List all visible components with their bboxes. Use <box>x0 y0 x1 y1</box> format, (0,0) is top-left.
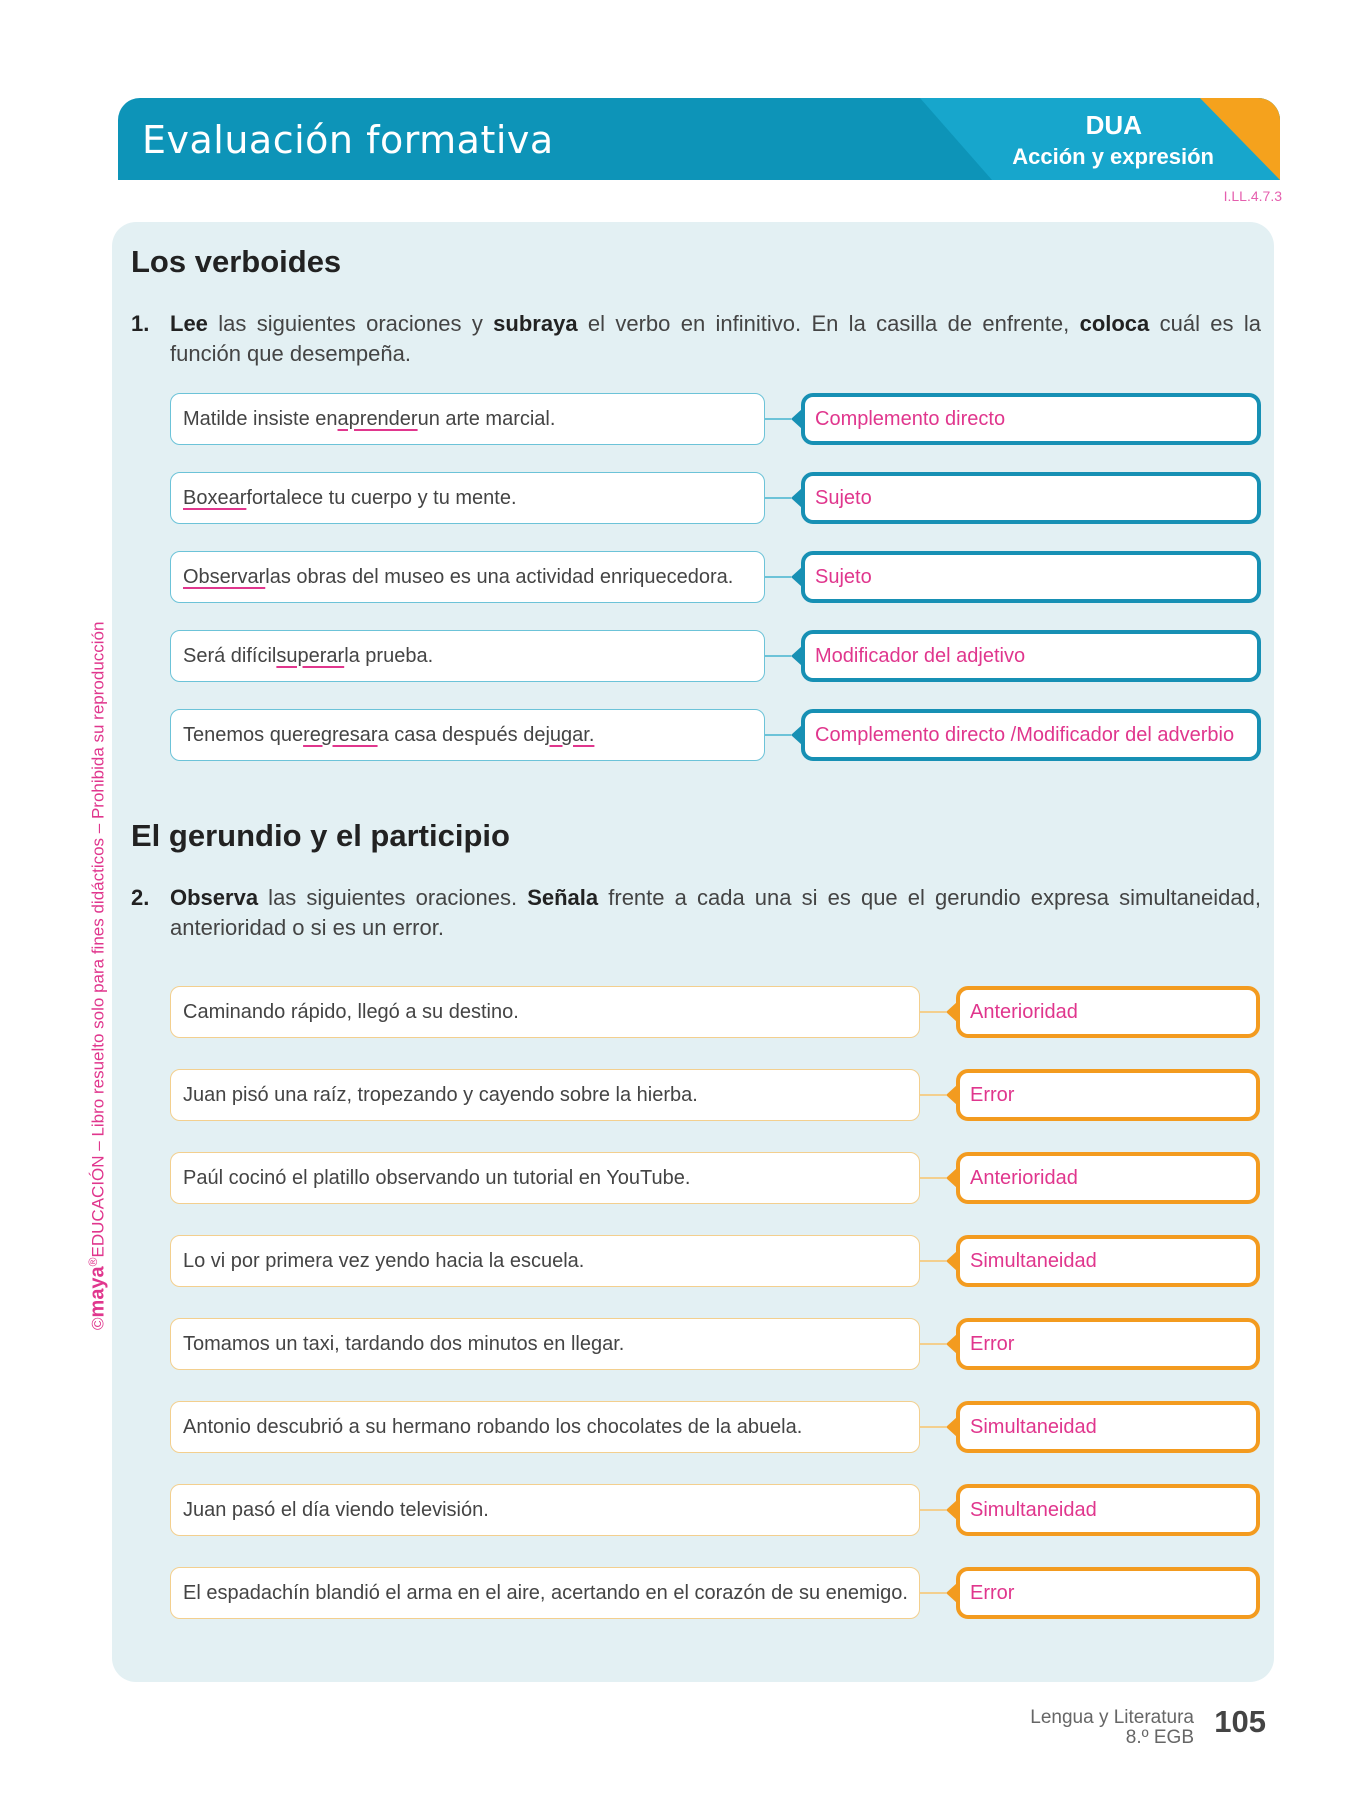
instr-verb-coloca: coloca <box>1079 311 1150 336</box>
connector-line <box>920 1177 946 1179</box>
dua-title: DUA <box>1085 110 1142 140</box>
sentence-text: El espadachín blandió el arma en el aire, acertando en el corazón de su enemigo. <box>183 1581 908 1604</box>
gerund-answer-box[interactable] <box>956 1318 1260 1370</box>
function-answer: Complemento directo /Modificador del adverbio <box>815 723 1235 746</box>
underlined-infinitive: superar <box>276 644 345 667</box>
function-answer: Complemento directo <box>815 407 1006 430</box>
gerund-answer-box[interactable] <box>956 1484 1260 1536</box>
sentence-text: a casa después de <box>377 723 546 746</box>
gerund-answer-box[interactable] <box>956 1401 1260 1453</box>
gerund-answer: Simultaneidad <box>970 1249 1097 1272</box>
underlined-infinitive: Boxear <box>183 486 247 509</box>
section1-title: Los verboides <box>131 244 342 279</box>
underlined-infinitive: Observar <box>183 565 266 588</box>
sentence-text: fortalece tu cuerpo y tu mente. <box>246 486 517 509</box>
connector-line <box>920 1426 946 1428</box>
footer-grade: 8.º EGB <box>1125 1727 1194 1748</box>
sentence-text: la prueba. <box>344 644 434 667</box>
underlined-infinitive: aprender <box>337 407 418 430</box>
page-number: 105 <box>1214 1704 1266 1739</box>
function-answer-box[interactable] <box>801 551 1261 603</box>
gerund-answer-box[interactable] <box>956 986 1260 1038</box>
verboide-sentence <box>170 551 765 603</box>
function-answer: Modificador del adjetivo <box>815 644 1026 667</box>
connector-line <box>920 1094 946 1096</box>
instr-verb-subraya: subraya <box>493 311 578 336</box>
registered-symbol: ® <box>86 1257 100 1267</box>
copyright-symbol: © <box>88 1317 108 1330</box>
function-answer: Sujeto <box>815 565 872 588</box>
underlined-infinitive: regresar <box>303 723 378 746</box>
sentence-text: Será difícil <box>183 644 277 667</box>
sentence-text: las obras del museo es una actividad enriquecedora. <box>265 565 734 588</box>
connector-line <box>765 497 791 499</box>
function-answer-box[interactable] <box>801 630 1261 682</box>
connector-line <box>920 1260 946 1262</box>
sentence-text: Caminando rápido, llegó a su destino. <box>183 1000 519 1023</box>
gerund-answer-box[interactable] <box>956 1235 1260 1287</box>
verboide-sentence <box>170 709 765 761</box>
gerund-sentence <box>170 1318 920 1370</box>
instr-verb-lee: Lee <box>170 311 208 336</box>
gerund-sentence <box>170 1152 920 1204</box>
dua-subtitle: Acción y expresión <box>1012 144 1214 169</box>
function-answer-box[interactable] <box>801 709 1261 761</box>
gerund-answer-box[interactable] <box>956 1069 1260 1121</box>
instr-text: el verbo en infinitivo. En la casilla de enfrente, <box>577 311 1080 336</box>
connector-line <box>765 655 791 657</box>
gerund-answer: Simultaneidad <box>970 1415 1097 1438</box>
indicator-code: I.LL.4.7.3 <box>1223 188 1282 204</box>
connector-line <box>765 576 791 578</box>
gerund-sentence <box>170 1235 920 1287</box>
verboide-sentence <box>170 393 765 445</box>
sentence-text: Juan pisó una raíz, tropezando y cayendo sobre la hierba. <box>183 1083 698 1106</box>
sentence-text: Tenemos que <box>183 723 304 746</box>
gerund-answer-box[interactable] <box>956 1567 1260 1619</box>
function-answer-box[interactable] <box>801 393 1261 445</box>
header-band <box>118 98 1280 180</box>
side-copyright-text <box>86 622 110 1330</box>
section1-number: 1. <box>131 311 150 336</box>
brand-name: maya <box>86 1266 109 1318</box>
gerund-answer: Error <box>970 1332 1015 1355</box>
gerund-answer: Anterioridad <box>970 1000 1078 1023</box>
instr-verb-senala: Señala <box>527 885 599 910</box>
sentence-text: Antonio descubrió a su hermano robando los chocolates de la abuela. <box>183 1415 803 1438</box>
connector-line <box>920 1343 946 1345</box>
footer-subject <box>1030 1708 1194 1748</box>
sentence-text: Lo vi por primera vez yendo hacia la escuela. <box>183 1249 585 1272</box>
gerund-sentence <box>170 1069 920 1121</box>
gerund-answer-box[interactable] <box>956 1152 1260 1204</box>
instr-text: las siguientes oraciones y <box>207 311 494 336</box>
section1-instruction <box>131 309 1261 369</box>
gerund-answer: Anterioridad <box>970 1166 1078 1189</box>
connector-line <box>920 1592 946 1594</box>
gerund-sentence <box>170 1401 920 1453</box>
gerund-sentence <box>170 986 920 1038</box>
instr-verb-observa: Observa <box>170 885 259 910</box>
underlined-infinitive: jugar. <box>545 723 595 746</box>
section2-instruction <box>131 883 1261 943</box>
connector-line <box>920 1509 946 1511</box>
instr-text: frente a cada una si es que el gerundio expresa simultaneidad, anterioridad o si es un error. <box>170 885 1261 940</box>
sentence-text: un arte marcial. <box>417 407 556 430</box>
sentence-text: Paúl cocinó el platillo observando un tutorial en YouTube. <box>183 1166 691 1189</box>
verboide-sentence <box>170 630 765 682</box>
section2-title: El gerundio y el participio <box>131 818 510 853</box>
function-answer-box[interactable] <box>801 472 1261 524</box>
sentence-text: Tomamos un taxi, tardando dos minutos en llegar. <box>183 1332 625 1355</box>
gerund-sentence <box>170 1484 920 1536</box>
gerund-answer: Error <box>970 1083 1015 1106</box>
gerund-answer: Error <box>970 1581 1015 1604</box>
section2-number: 2. <box>131 885 150 910</box>
gerund-answer: Simultaneidad <box>970 1498 1097 1521</box>
connector-line <box>920 1011 946 1013</box>
gerund-sentence <box>170 1567 920 1619</box>
verboide-sentence <box>170 472 765 524</box>
connector-line <box>765 418 791 420</box>
page-title: Evaluación formativa <box>142 118 554 162</box>
function-answer: Sujeto <box>815 486 872 509</box>
instr-text: las siguientes oraciones. <box>258 885 528 910</box>
instr-text: cuál es la función que desempeña. <box>170 311 1261 366</box>
footer-subject-name: Lengua y Literatura <box>1030 1707 1194 1728</box>
sentence-text: Matilde insiste en <box>183 407 338 430</box>
connector-line <box>765 734 791 736</box>
side-text-rest: EDUCACIÓN – Libro resuelto solo para fines didácticos – Prohibida su reproducción <box>88 621 108 1258</box>
sentence-text: Juan pasó el día viendo televisión. <box>183 1498 489 1521</box>
